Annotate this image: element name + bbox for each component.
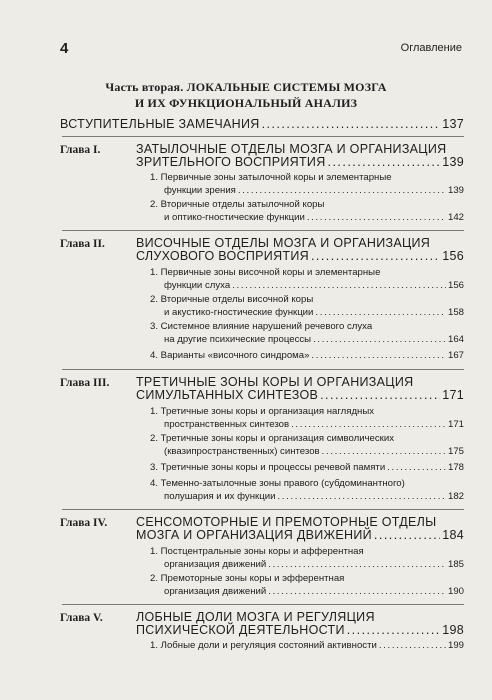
- section-line: функции зрения: [164, 185, 236, 196]
- part-title-line-1: Часть вторая. ЛОКАЛЬНЫЕ СИСТЕМЫ МОЗГА: [105, 80, 387, 94]
- toc-entry-section[interactable]: [164, 212, 464, 223]
- chapter-label: Глава IV.: [60, 517, 108, 529]
- leader-dots: [262, 117, 441, 131]
- section-line: функции слуха: [164, 280, 231, 291]
- section-line: организация движений: [164, 559, 267, 570]
- chapter-label: Глава I.: [60, 144, 101, 156]
- section-divider: [62, 604, 464, 605]
- leader-dots: [347, 623, 441, 637]
- leader-dots: [232, 280, 446, 291]
- section-line: 4. Теменно-затылочные зоны правого (субдоминантного): [150, 478, 405, 489]
- leader-dots: [313, 334, 446, 345]
- toc-entry-section[interactable]: [150, 640, 464, 651]
- leader-dots: [268, 586, 446, 597]
- section-line: 2. Третичные зоны коры и организация символических: [150, 433, 395, 444]
- leader-dots: [268, 559, 446, 570]
- toc-entry-section[interactable]: [164, 491, 464, 502]
- leader-dots: [320, 388, 440, 402]
- section-line: и акустико-гностические функции: [164, 307, 314, 318]
- chapter-label: Глава V.: [60, 612, 103, 624]
- toc-entry-chapter[interactable]: [136, 623, 464, 637]
- toc-entry-section[interactable]: [164, 334, 464, 345]
- section-line: 1. Постцентральные зоны коры и афферентная: [150, 546, 364, 557]
- entry-page: 156: [442, 249, 464, 263]
- toc-entry-section[interactable]: [164, 185, 464, 196]
- section-line: организация движений: [164, 586, 267, 597]
- toc-entry-section[interactable]: [150, 462, 464, 473]
- entry-page: 139: [442, 155, 464, 169]
- chapter-label: Глава III.: [60, 377, 110, 389]
- entry-page: 156: [447, 280, 464, 291]
- toc-entry-section[interactable]: [164, 307, 464, 318]
- chapter-title-line: ПСИХИЧЕСКОЙ ДЕЯТЕЛЬНОСТИ: [136, 623, 345, 637]
- section-line: 2. Премоторные зоны коры и эфферентная: [150, 573, 345, 584]
- chapter-title-line: ЛОБНЫЕ ДОЛИ МОЗГА И РЕГУЛЯЦИЯ: [136, 610, 375, 624]
- toc-entry-intro[interactable]: [60, 117, 464, 131]
- entry-page: 164: [447, 334, 464, 345]
- toc-entry-section[interactable]: [164, 419, 464, 430]
- entry-page: 171: [442, 388, 464, 402]
- leader-dots: [387, 462, 446, 473]
- entry-page: 185: [447, 559, 464, 570]
- toc-entry-chapter[interactable]: [136, 155, 464, 169]
- section-line: на другие психические процессы: [164, 334, 312, 345]
- entry-page: 139: [447, 185, 464, 196]
- entry-page: 184: [442, 528, 464, 542]
- entry-page: 190: [447, 586, 464, 597]
- chapter-title-line: ЗАТЫЛОЧНЫЕ ОТДЕЛЫ МОЗГА И ОРГАНИЗАЦИЯ: [136, 142, 447, 156]
- entry-page: 198: [442, 623, 464, 637]
- section-line: 2. Вторичные отделы височной коры: [150, 294, 314, 305]
- toc-entry-section[interactable]: [164, 586, 464, 597]
- entry-page: 182: [447, 491, 464, 502]
- leader-dots: [374, 528, 440, 542]
- section-line: 1. Лобные доли и регуляция состояний активности: [150, 640, 377, 651]
- entry-page: 167: [447, 350, 464, 361]
- section-line: полушария и их функции: [164, 491, 276, 502]
- chapter-title-line: ЗРИТЕЛЬНОГО ВОСПРИЯТИЯ: [136, 155, 326, 169]
- section-line: 4. Варианты «височного синдрома»: [150, 350, 310, 361]
- chapter-title-line: СИМУЛЬТАННЫХ СИНТЕЗОВ: [136, 388, 319, 402]
- chapter-title-line: СЕНСОМОТОРНЫЕ И ПРЕМОТОРНЫЕ ОТДЕЛЫ: [136, 515, 437, 529]
- leader-dots: [277, 491, 446, 502]
- toc-entry-chapter[interactable]: [136, 388, 464, 402]
- section-line: 1. Первичные зоны затылочной коры и элементарные: [150, 172, 392, 183]
- section-divider: [62, 230, 464, 231]
- section-divider: [62, 369, 464, 370]
- chapter-title-line: ВИСОЧНЫЕ ОТДЕЛЫ МОЗГА И ОРГАНИЗАЦИЯ: [136, 236, 431, 250]
- section-line: и оптико-гностические функции: [164, 212, 305, 223]
- entry-page: 175: [447, 446, 464, 457]
- entry-title: ВСТУПИТЕЛЬНЫЕ ЗАМЕЧАНИЯ: [60, 117, 260, 131]
- entry-page: 178: [447, 462, 464, 473]
- page-number: 4: [60, 40, 69, 57]
- chapter-label: Глава II.: [60, 238, 105, 250]
- leader-dots: [311, 350, 446, 361]
- chapter-title-line: МОЗГА И ОРГАНИЗАЦИЯ ДВИЖЕНИЙ: [136, 528, 372, 542]
- section-divider: [62, 136, 464, 137]
- section-line: пространственных синтезов: [164, 419, 290, 430]
- leader-dots: [315, 307, 446, 318]
- toc-entry-section[interactable]: [164, 559, 464, 570]
- entry-page: 137: [442, 117, 464, 131]
- section-line: 2. Вторичные отделы затылочной коры: [150, 199, 325, 210]
- chapter-title-line: ТРЕТИЧНЫЕ ЗОНЫ КОРЫ И ОРГАНИЗАЦИЯ: [136, 375, 414, 389]
- leader-dots: [379, 640, 446, 651]
- entry-page: 199: [447, 640, 464, 651]
- section-line: 3. Третичные зоны коры и процессы речевой памяти: [150, 462, 386, 473]
- section-line: (квазипространственных) синтезов: [164, 446, 320, 457]
- toc-entry-chapter[interactable]: [136, 528, 464, 542]
- leader-dots: [328, 155, 441, 169]
- leader-dots: [307, 212, 446, 223]
- toc-entry-section[interactable]: [164, 280, 464, 291]
- section-line: 1. Третичные зоны коры и организация наглядных: [150, 406, 375, 417]
- chapter-title-line: СЛУХОВОГО ВОСПРИЯТИЯ: [136, 249, 309, 263]
- leader-dots: [291, 419, 446, 430]
- section-line: 1. Первичные зоны височной коры и элементарные: [150, 267, 381, 278]
- toc-entry-chapter[interactable]: [136, 249, 464, 263]
- entry-page: 158: [447, 307, 464, 318]
- entry-page: 142: [447, 212, 464, 223]
- toc-entry-section[interactable]: [150, 350, 464, 361]
- section-divider: [62, 509, 464, 510]
- leader-dots: [238, 185, 446, 196]
- running-header: Оглавление: [400, 42, 462, 54]
- part-title-line-2: И ИХ ФУНКЦИОНАЛЬНЫЙ АНАЛИЗ: [134, 96, 358, 110]
- section-line: 3. Системное влияние нарушений речевого слуха: [150, 321, 373, 332]
- toc-entry-section[interactable]: [164, 446, 464, 457]
- entry-page: 171: [447, 419, 464, 430]
- leader-dots: [311, 249, 440, 263]
- leader-dots: [322, 446, 446, 457]
